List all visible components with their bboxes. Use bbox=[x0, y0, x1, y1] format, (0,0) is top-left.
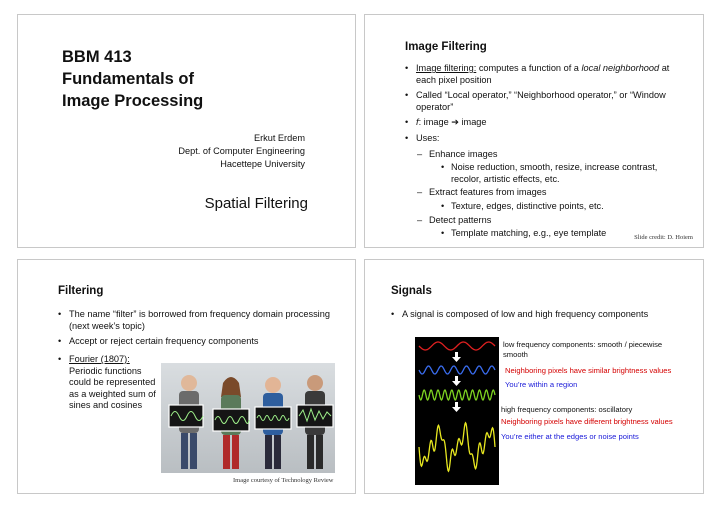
bullet-fourier bbox=[58, 354, 162, 412]
text: computes a function of a bbox=[476, 63, 582, 73]
bullet-mapping bbox=[405, 117, 689, 129]
emphasis: local neighborhood bbox=[581, 63, 660, 73]
course-title bbox=[62, 46, 203, 112]
sub-extract: – Extract features from images bbox=[405, 187, 689, 199]
department: Dept. of Computer Engineering bbox=[178, 146, 305, 156]
slide-title: Signals bbox=[391, 285, 432, 297]
university: Hacettepe University bbox=[220, 159, 305, 169]
high-frequency-label: high frequency components: oscillatory bbox=[501, 405, 633, 414]
bullet-filter-name: • The name “filter” is borrowed from frequency domain processing (next week’s topic) bbox=[58, 309, 341, 332]
sub-enhance: – Enhance images bbox=[405, 149, 689, 161]
text: at each pixel position bbox=[416, 63, 670, 85]
course-name-line1: Fundamentals of bbox=[62, 70, 195, 88]
fourier-text: Periodic functions could be represented as a weighted sum of sines and cosines bbox=[69, 365, 156, 411]
high-frequency-blue-note: You’re either at the edges or noise points bbox=[501, 432, 639, 441]
bullet-signal: • A signal is composed of low and high frequency components bbox=[391, 309, 689, 321]
title-slide bbox=[17, 14, 356, 248]
author-name: Erkut Erdem bbox=[253, 133, 305, 143]
fourier-photo bbox=[161, 363, 335, 473]
detail-detect: • Template matching, e.g., eye template bbox=[405, 228, 689, 240]
low-frequency-label: low frequency components: smooth / piecewise smooth bbox=[503, 340, 663, 359]
detail-enhance: • Noise reduction, smooth, resize, increase contrast, recolor, artistic effects, etc. bbox=[405, 162, 689, 185]
filtering-slide bbox=[17, 259, 356, 494]
slide-title: Image Filtering bbox=[405, 41, 487, 53]
low-frequency-blue-note: You’re within a region bbox=[505, 380, 578, 389]
bullet-list bbox=[391, 309, 689, 325]
author-block bbox=[178, 132, 305, 171]
bullet-names: • Called “Local operator,” “Neighborhood operator,” or “Window operator” bbox=[405, 90, 689, 113]
lecture-subtitle: Spatial Filtering bbox=[204, 195, 308, 212]
high-frequency-red-note: Neighboring pixels have different brightness values bbox=[501, 417, 673, 426]
course-code: BBM 413 bbox=[62, 48, 132, 66]
bullet-uses: • Uses: bbox=[405, 133, 689, 145]
text: : image ➔ image bbox=[418, 117, 487, 128]
function-symbol: f bbox=[416, 117, 419, 128]
fourier-item bbox=[58, 354, 162, 366]
image-filtering-slide bbox=[364, 14, 704, 248]
detail-extract: • Texture, edges, distinctive points, etc. bbox=[405, 201, 689, 213]
bullet-list bbox=[405, 63, 689, 242]
slide-credit: Slide credit: D. Hoiem bbox=[634, 234, 693, 241]
signals-slide bbox=[364, 259, 704, 494]
bullet-list bbox=[58, 309, 341, 352]
low-frequency-red-note: Neighboring pixels have similar brightness values bbox=[505, 366, 672, 375]
bullet-accept-reject: • Accept or reject certain frequency components bbox=[58, 336, 341, 348]
slide-title: Filtering bbox=[58, 285, 104, 297]
image-credit: Image courtesy of Technology Review bbox=[233, 477, 334, 484]
bullet-definition bbox=[405, 63, 689, 86]
term: Image filtering: bbox=[416, 63, 477, 73]
course-name-line2: Image Processing bbox=[62, 92, 204, 110]
sub-detect: – Detect patterns bbox=[405, 215, 689, 227]
signal-waves-figure bbox=[415, 337, 499, 485]
term: Fourier (1807): bbox=[69, 354, 130, 364]
